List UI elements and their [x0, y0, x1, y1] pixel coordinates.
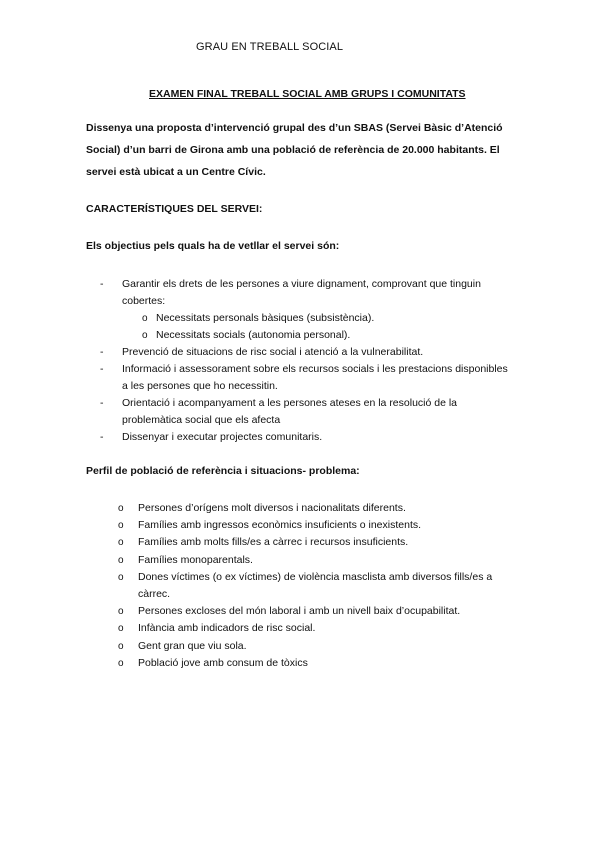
objective-text: Garantir els drets de les persones a viure dignament, comprovant que tinguin cobertes:: [122, 278, 481, 307]
objective-sub-list: [122, 310, 510, 344]
profile-text: Infància amb indicadors de risc social.: [138, 622, 316, 635]
profile-list: [118, 500, 518, 672]
profile-text: Dones víctimes (o ex víctimes) de violència masclista amb diversos fills/es a càrrec.: [138, 570, 493, 601]
section-objectives-title: Els objectius pels quals ha de vetllar el servei són:: [86, 240, 340, 252]
profile-text: Persones excloses del món laboral i amb un nivell baix d’ocupabilitat.: [138, 605, 461, 618]
objective-text: Informació i assessorament sobre els recursos socials i les prestacions disponibles a les persones que ho necessitin.: [122, 363, 508, 392]
exam-title: EXAMEN FINAL TREBALL SOCIAL AMB GRUPS I COMUNITATS: [149, 88, 466, 100]
dash-bullet: -: [100, 397, 104, 409]
dash-bullet: -: [100, 431, 104, 443]
profile-item: [118, 655, 518, 672]
profile-item: [118, 620, 518, 637]
section-characteristics-title: CARACTERÍSTIQUES DEL SERVEI:: [86, 203, 263, 215]
objective-item: [100, 361, 510, 395]
profile-text: Gent gran que viu sola.: [138, 639, 247, 652]
circle-bullet: o: [118, 623, 124, 635]
dash-bullet: -: [100, 346, 104, 358]
circle-bullet: o: [118, 640, 124, 652]
objective-text: Dissenyar i executar projectes comunitaris.: [122, 431, 323, 443]
objective-text: Orientació i acompanyament a les persones ateses en la resolució de la problemàtica social que els afecta: [122, 397, 458, 426]
circle-bullet: o: [142, 330, 148, 341]
circle-bullet: o: [142, 313, 148, 324]
profile-text: Població jove amb consum de tòxics: [138, 656, 308, 669]
profile-text: Famílies monoparentals.: [138, 553, 253, 566]
intro-paragraph: Dissenya una proposta d’intervenció grupal des d’un SBAS (Servei Bàsic d’Atenció Social) d’un barri de Girona amb una població de referència de 20.000 habitants. El servei està ubicat a un Centre Cívic.: [86, 122, 503, 178]
objective-sub-item: [122, 327, 510, 344]
section-profile-title: Perfil de població de referència i situacions- problema:: [86, 465, 360, 477]
circle-bullet: o: [118, 657, 124, 669]
objective-item: [100, 276, 510, 344]
objective-item: [100, 395, 510, 429]
circle-bullet: o: [118, 537, 124, 549]
profile-item: [118, 569, 518, 603]
circle-bullet: o: [118, 606, 124, 618]
profile-text: Famílies amb ingressos econòmics insuficients o inexistents.: [138, 519, 422, 532]
circle-bullet: o: [118, 571, 124, 583]
profile-item: [118, 534, 518, 551]
profile-item: [118, 603, 518, 620]
circle-bullet: o: [118, 520, 124, 532]
profile-text: Persones d’orígens molt diversos i nacionalitats diferents.: [138, 502, 406, 514]
objective-text: Prevenció de situacions de risc social i atenció a la vulnerabilitat.: [122, 346, 424, 358]
objectives-list: [100, 276, 510, 446]
dash-bullet: -: [100, 363, 104, 375]
circle-bullet: o: [118, 503, 124, 514]
objective-sub-text: Necessitats personals bàsiques (subsistència).: [156, 312, 375, 324]
profile-item: [118, 517, 518, 534]
objective-sub-text: Necessitats socials (autonomia personal).: [156, 329, 351, 341]
profile-text: Famílies amb molts fills/es a càrrec i recursos insuficients.: [138, 536, 409, 549]
document-header: GRAU EN TREBALL SOCIAL: [196, 41, 344, 53]
profile-item: [118, 552, 518, 569]
profile-item: [118, 638, 518, 655]
objective-sub-item: [122, 310, 510, 327]
circle-bullet: o: [118, 554, 124, 566]
objective-item: [100, 344, 510, 361]
dash-bullet: -: [100, 278, 104, 290]
objective-item: [100, 429, 510, 446]
profile-item: [118, 500, 518, 517]
